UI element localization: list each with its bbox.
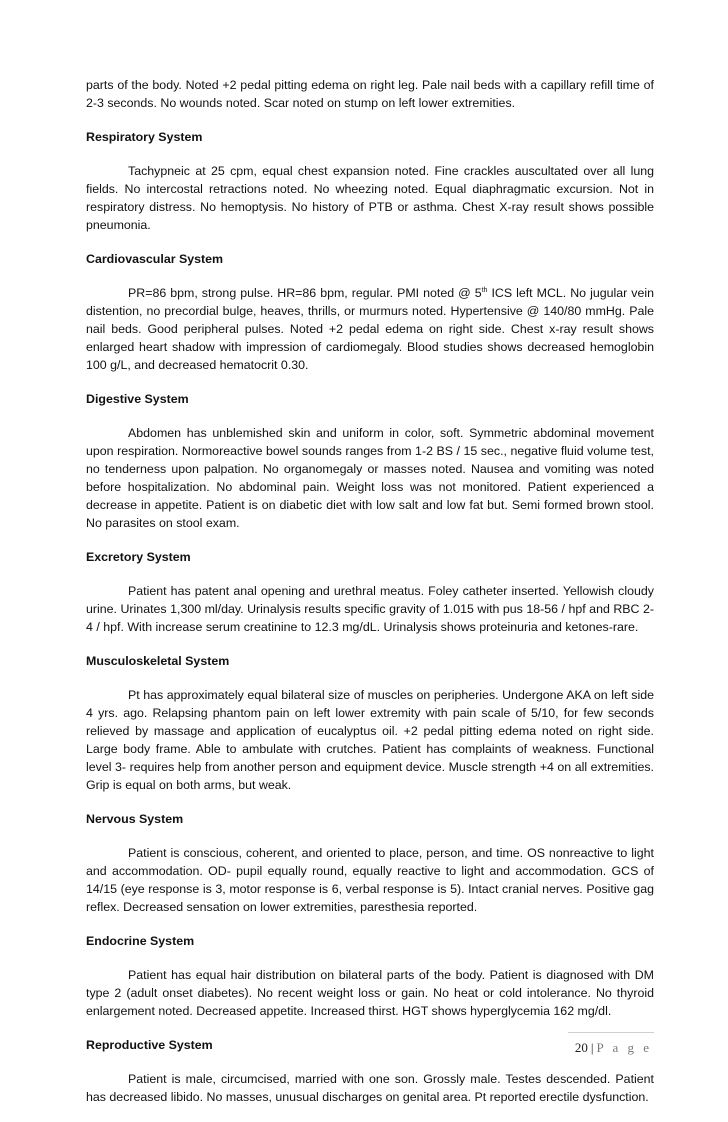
section-body: Tachypneic at 25 cpm, equal chest expansion noted. Fine crackles auscultated over all lung fields. No intercostal retractions noted. No wheezing noted. Equal diaphragmatic excursion. Not in respiratory distress. No hemoptysis. No history of PTB or asthma. Chest X-ray result shows possible pneumonia. (86, 164, 654, 232)
body-text-part: ICS left MCL. No jugular vein distention, no precordial bulge, heaves, thrills, or murmurs noted. Hypertensive @ 140/80 mmHg. Pale nail beds. Good peripheral pulses. Noted +2 pedal edema on right side. Chest x-ray result shows enlarged heart shadow with impression of cardiomegaly. Blood studies shows decreased hemoglobin 100 g/L, and decreased hematocrit 0.30. (86, 286, 654, 372)
page-number: 20 (574, 1040, 588, 1055)
ordinal-superscript: th (481, 286, 488, 294)
section-heading: Endocrine System (86, 934, 195, 948)
section-body: Patient is male, circumcised, married with one son. Grossly male. Testes descended. Patient has decreased libido. No masses, unusual discharges on genital area. Pt reported erectile dysfunction. (86, 1072, 654, 1104)
section-cardiovascular (86, 250, 654, 374)
page-label: P a g e (596, 1040, 652, 1055)
section-musculoskeletal (86, 652, 654, 794)
body-text-part: PR=86 bpm, strong pulse. HR=86 bpm, regular. PMI noted @ 5 (128, 286, 482, 300)
section-heading: Respiratory System (86, 130, 203, 144)
section-nervous (86, 810, 654, 916)
document-page (86, 76, 654, 1122)
section-body: Pt has approximately equal bilateral size of muscles on peripheries. Undergone AKA on left side 4 yrs. ago. Relapsing phantom pain on left lower extremity with pain scale of 5/10, for few seconds relieved by massage and application of eucalyptus oil. +2 pedal pitting edema noted on right side. Large body frame. Able to ambulate with crutches. Patient has complaints of weakness. Functional level 3- requires help from another person and equipment device. Muscle strength +4 on all extremities. Grip is equal on both arms, but weak. (86, 688, 654, 792)
section-body (86, 284, 654, 374)
footer-divider (568, 1032, 654, 1033)
section-heading: Digestive System (86, 392, 189, 406)
section-heading: Excretory System (86, 550, 191, 564)
section-heading: Nervous System (86, 812, 184, 826)
section-body: Abdomen has unblemished skin and uniform in color, soft. Symmetric abdominal movement upon respiration. Normoreactive bowel sounds ranges from 1-2 BS / 15 sec., negative fluid volume test, no tenderness upon palpation. No organomegaly or masses noted. Nausea and vomiting was noted before hospitalization. No abdominal pain. Weight loss was not monitored. Patient experienced a decrease in appetite. Patient is on diabetic diet with low salt and low fat but. Semi formed brown stool. No parasites on stool exam. (86, 426, 654, 530)
section-heading: Cardiovascular System (86, 252, 224, 266)
section-body: Patient has patent anal opening and urethral meatus. Foley catheter inserted. Yellowish cloudy urine. Urinates 1,300 ml/day. Urinalysis results specific gravity of 1.015 with pus 18-56 / hpf and RBC 2-4 / hpf. With increase serum creatinine to 12.3 mg/dL. Urinalysis shows proteinuria and ketones-rare. (86, 584, 654, 634)
section-body: Patient is conscious, coherent, and oriented to place, person, and time. OS nonreactive to light and accommodation. OD- pupil equally round, equally reactive to light and accommodation. GCS of 14/15 (eye response is 3, motor response is 6, verbal response is 5). Intact cranial nerves. Positive gag reflex. Decreased sensation on lower extremities, paresthesia reported. (86, 846, 654, 914)
section-body: Patient has equal hair distribution on bilateral parts of the body. Patient is diagnosed with DM type 2 (adult onset diabetes). No recent weight loss or gain. No heat or cold intolerance. No thyroid enlargement noted. Decreased appetite. Increased thirst. HGT shows hyperglycemia 162 mg/dl. (86, 968, 654, 1018)
footer-separator: | (590, 1040, 594, 1055)
intro-paragraph: parts of the body. Noted +2 pedal pitting edema on right leg. Pale nail beds with a capillary refill time of 2-3 seconds. No wounds noted. Scar noted on stump on left lower extremities. (86, 78, 654, 110)
section-digestive (86, 390, 654, 532)
page-footer (0, 1040, 652, 1056)
section-heading: Musculoskeletal System (86, 654, 230, 668)
section-heading: Reproductive System (86, 1038, 213, 1052)
section-respiratory (86, 128, 654, 234)
section-endocrine (86, 932, 654, 1020)
section-excretory (86, 548, 654, 636)
